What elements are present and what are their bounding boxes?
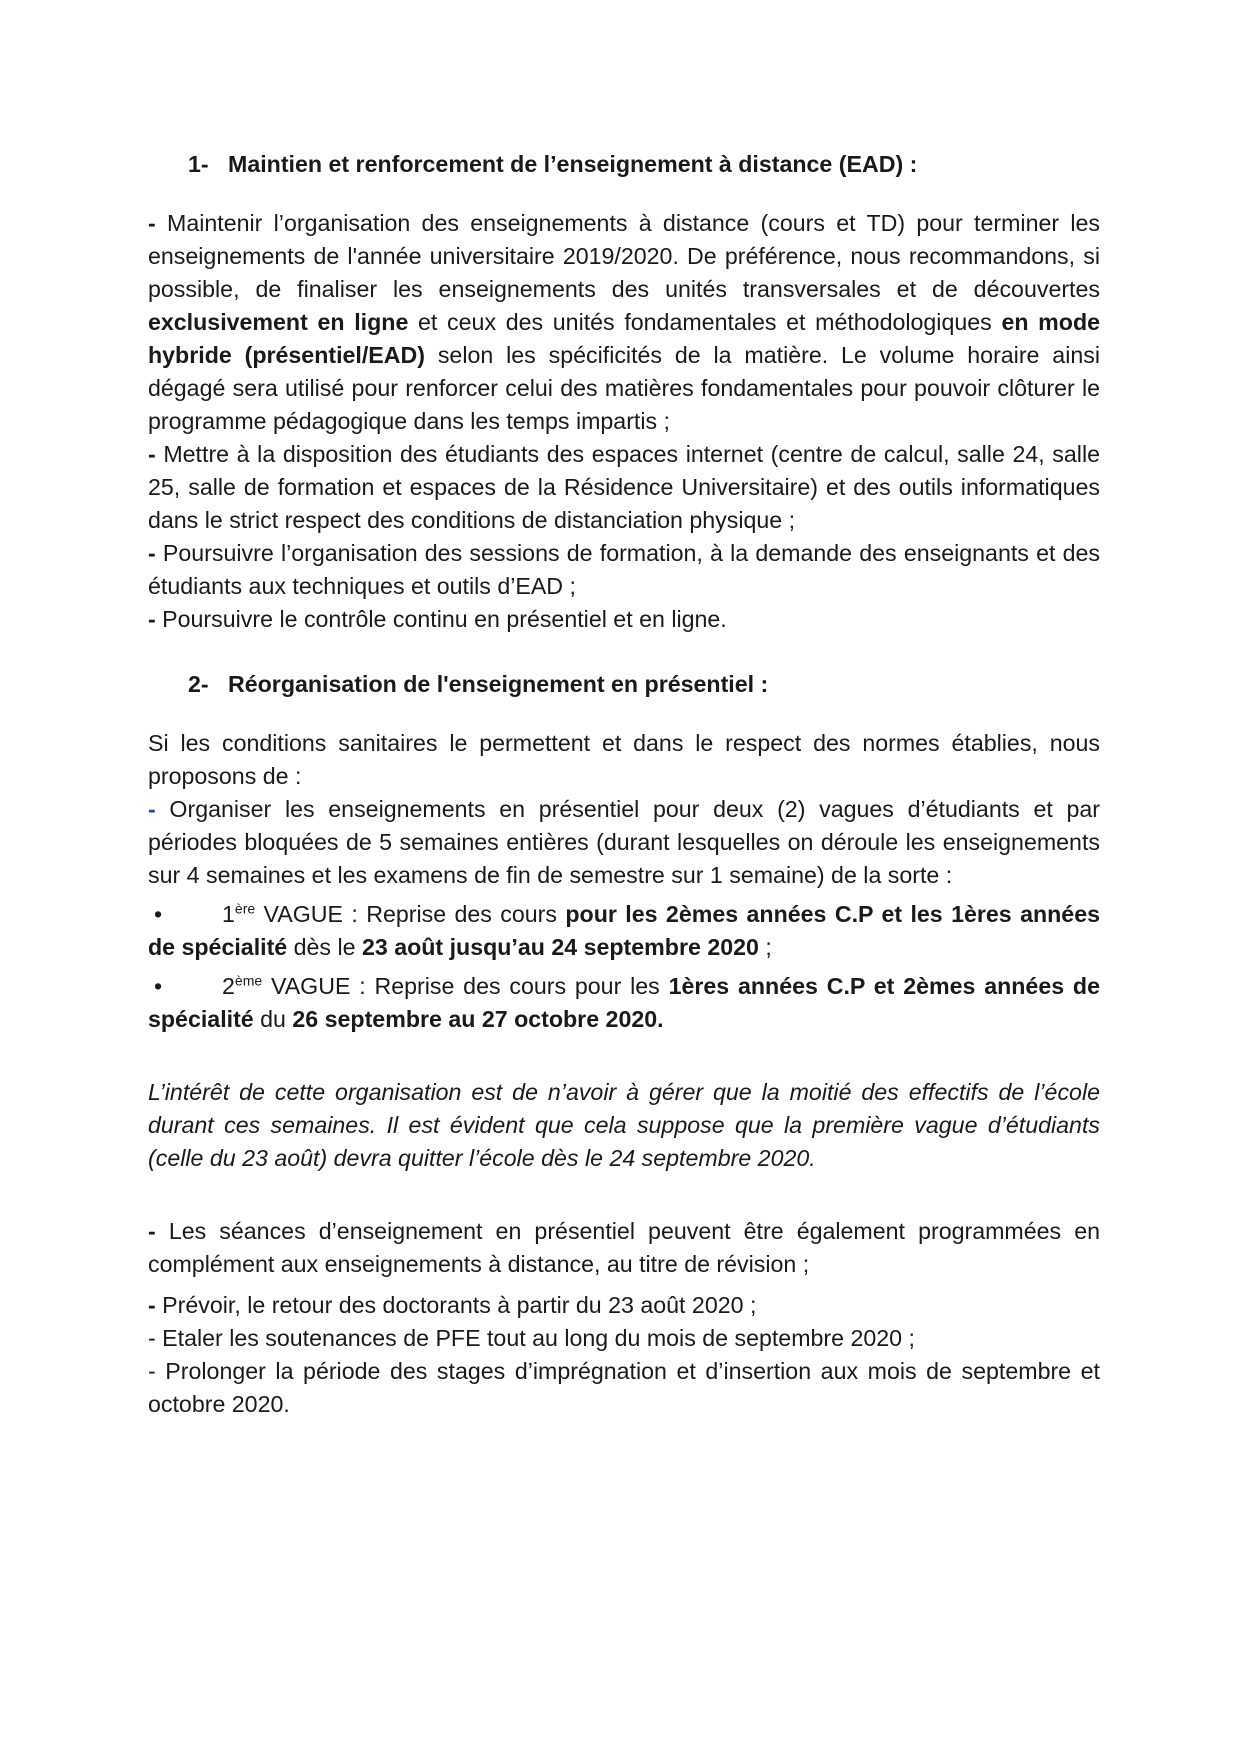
wave-number: 2: [222, 973, 235, 999]
wave-number: 1: [222, 901, 235, 927]
item-text: Poursuivre le contrôle continu en présentiel et en ligne.: [155, 606, 727, 632]
section-1-item-remote-teaching: [148, 207, 1100, 438]
item-bold-text: en mode hybride (présentiel/EAD): [148, 309, 1101, 368]
item-text: et ceux des unités fondamentales et méthodologiques: [408, 309, 1002, 335]
wave-1-bullet: [148, 898, 1100, 964]
final-item-pfe-defenses: [148, 1322, 1100, 1355]
item-text: Poursuivre l’organisation des sessions de formation, à la demande des enseignants et des étudiants aux techniques et outils d’EAD ;: [148, 540, 1100, 599]
item-dash: -: [148, 1358, 156, 1384]
item-text: Prolonger la période des stages d’imprégnation et d’insertion aux mois de septembre et octobre 2020.: [148, 1358, 1100, 1417]
item-dash: -: [148, 796, 156, 822]
item-dash: -: [148, 1292, 156, 1318]
item-dash: -: [148, 606, 156, 632]
wave-bold-text: 1ères années C.P et 2èmes années de spécialité: [148, 973, 1100, 1032]
section-1-item-training-sessions: [148, 537, 1100, 603]
item-text: selon les spécificités de la matière. Le volume horaire ainsi dégagé sera utilisé pour renforcer celui des matières fondamentales pour pouvoir clôturer le programme pédagogique dans les temps impartis ;: [148, 342, 1100, 434]
item-text: Mettre à la disposition des étudiants des espaces internet (centre de calcul, salle 24, salle 25, salle de formation et espaces de la Résidence Universitaire) et des outils informatiques dans le strict respect des conditions de distanciation physique ;: [148, 441, 1100, 533]
item-dash: -: [148, 1218, 156, 1244]
section-2-organise: [148, 793, 1100, 892]
item-text: Organiser les enseignements en présentiel pour deux (2) vagues d’étudiants et par périodes bloquées de 5 semaines entières (durant lesquelles on déroule les enseignements sur 4 semaines et les examens de fin de semestre sur 1 semaine) de la sorte :: [148, 796, 1100, 888]
item-dash: -: [148, 441, 156, 467]
organisation-note: L’intérêt de cette organisation est de n’avoir à gérer que la moitié des effectifs de l’école durant ces semaines. Il est évident que cela suppose que la première vague d’étudiants (celle du 23 août) devra quitter l’école dès le 24 septembre 2020.: [148, 1079, 1100, 1171]
wave-text: VAGUE : Reprise des cours pour les: [262, 973, 669, 999]
wave-text: du: [253, 1006, 293, 1032]
bullet-dot-icon: •: [154, 973, 163, 999]
item-text: Etaler les soutenances de PFE tout au long du mois de septembre 2020 ;: [155, 1325, 915, 1351]
item-dash: -: [148, 540, 156, 566]
wave-bold-dates: 26 septembre au 27 octobre 2020.: [292, 1006, 664, 1032]
wave-text: ;: [758, 934, 772, 960]
wave-ordinal-suffix: ère: [234, 900, 256, 917]
section-1-item-internet-spaces: [148, 438, 1100, 537]
item-text: Les séances d’enseignement en présentiel peuvent être également programmées en complément aux enseignements à distance, au titre de révision ;: [148, 1218, 1100, 1277]
wave-text: dès le: [287, 934, 362, 960]
section-2-intro: Si les conditions sanitaires le permettent et dans le respect des normes établies, nous proposons de :: [148, 730, 1100, 789]
section-2-heading: [188, 668, 1100, 701]
section-1-number: 1-: [188, 151, 209, 177]
wave-bold-text: pour les 2èmes années C.P et les 1ères années de spécialité: [148, 901, 1100, 960]
section-1-heading: [188, 148, 1100, 181]
item-text: Prévoir, le retour des doctorants à partir du 23 août 2020 ;: [155, 1292, 757, 1318]
section-1-title: Maintien et renforcement de l’enseignement à distance (EAD) :: [228, 151, 918, 177]
wave-2-bullet: [148, 970, 1100, 1036]
section-2-number: 2-: [188, 671, 209, 697]
wave-text: VAGUE : Reprise des cours: [255, 901, 566, 927]
section-2-title: Réorganisation de l'enseignement en présentiel :: [228, 671, 769, 697]
item-bold-text: exclusivement en ligne: [148, 309, 409, 335]
item-dash: -: [148, 210, 156, 236]
document-page: [148, 148, 1100, 1421]
final-item-doctoral-return: [148, 1289, 1100, 1322]
wave-bold-dates: 23 août jusqu’au 24 septembre 2020: [361, 934, 759, 960]
section-1-item-continuous-assessment: [148, 603, 1100, 636]
item-text: Maintenir l’organisation des enseignements à distance (cours et TD) pour terminer les enseignements de l'année universitaire 2019/2020. De préférence, nous recommandons, si possible, de finaliser les enseignements des unités transversales et de découvertes: [148, 210, 1100, 302]
final-item-internships: [148, 1355, 1100, 1421]
final-item-review-sessions: [148, 1215, 1100, 1281]
wave-ordinal-suffix: ème: [234, 972, 263, 989]
bullet-dot-icon: •: [154, 901, 163, 927]
item-dash: -: [148, 1325, 156, 1351]
